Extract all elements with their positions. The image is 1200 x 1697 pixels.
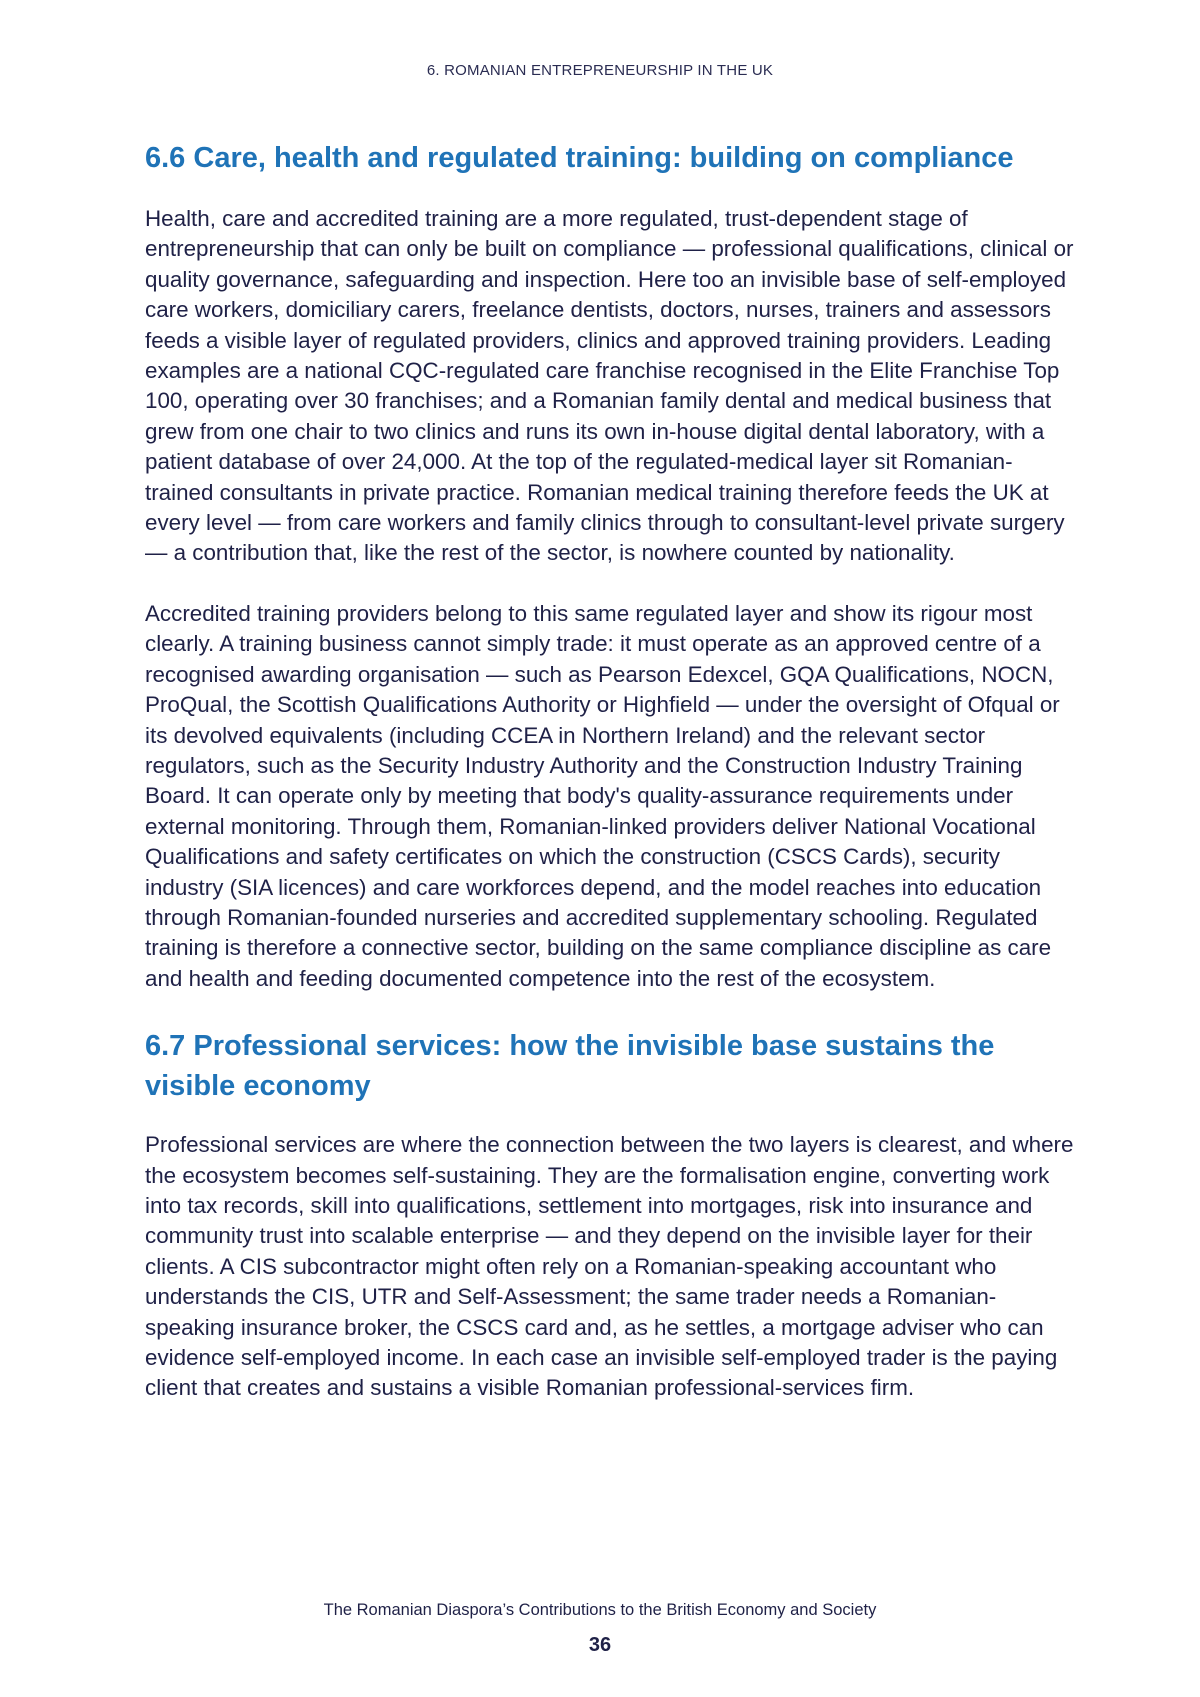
page-content (145, 138, 1075, 1404)
page-number: 36 (588, 1634, 612, 1656)
running-header: 6. ROMANIAN ENTREPRENEURSHIP IN THE UK (426, 62, 774, 79)
footer-publication-title: The Romanian Diaspora’s Contributions to the British Economy and Society (323, 1601, 877, 1619)
paragraph: Professional services are where the connection between the two layers is clearest, and where the ecosystem becomes self-sustaining. They are the formalisation engine, converting work into tax records, skill into qualifications, settlement into mortgages, risk into insurance and community trust into scalable enterprise — and they depend on the invisible layer for their clients. A CIS subcontractor might often rely on a Romanian-speaking accountant who understands the CIS, UTR and Self-Assessment; the same trader needs a Romanian-speaking insurance broker, the CSCS card and, as he settles, a mortgage adviser who can evidence self-employed income. In each case an invisible self-employed trader is the paying client that creates and sustains a visible Romanian professional-services firm. (145, 1132, 1074, 1401)
paragraph: Health, care and accredited training are a more regulated, trust-dependent stage of entrepreneurship that can only be built on compliance — professional qualifications, clinical or quality governance, safeguarding and inspection. Here too an invisible base of self-employed care workers, domiciliary carers, freelance dentists, doctors, nurses, trainers and assessors feeds a visible layer of regulated providers, clinics and approved training providers. Leading examples are a national CQC-regulated care franchise recognised in the Elite Franchise Top 100, operating over 30 franchises; and a Romanian family dental and medical business that grew from one chair to two clinics and runs its own in-house digital dental laboratory, with a patient database of over 24,000. At the top of the regulated-medical layer sit Romanian-trained consultants in private practice. Romanian medical training therefore feeds the UK at every level — from care workers and family clinics through to consultant-level private surgery — a contribution that, like the rest of the sector, is nowhere counted by nationality. (145, 206, 1074, 566)
paragraph: Accredited training providers belong to this same regulated layer and show its rigour most clearly. A training business cannot simply trade: it must operate as an approved centre of a recognised awarding organisation — such as Pearson Edexcel, GQA Qualifications, NOCN, ProQual, the Scottish Qualifications Authority or Highfield — under the oversight of Ofqual or its devolved equivalents (including CCEA in Northern Ireland) and the relevant sector regulators, such as the Security Industry Authority and the Construction Industry Training Board. It can operate only by meeting that body's quality-assurance requirements under external monitoring. Through them, Romanian-linked providers deliver National Vocational Qualifications and safety certificates on which the construction (CSCS Cards), security industry (SIA licences) and care workforces depend, and the model reaches into education through Romanian-founded nurseries and accredited supplementary schooling. Regulated training is therefore a connective sector, building on the same compliance discipline as care and health and feeding documented competence into the rest of the ecosystem. (145, 600, 1060, 991)
section-heading-6-6: 6.6 Care, health and regulated training: building on compliance (145, 142, 1014, 174)
section-heading-6-7: 6.7 Professional services: how the invisible base sustains the visible economy (145, 1030, 995, 1103)
